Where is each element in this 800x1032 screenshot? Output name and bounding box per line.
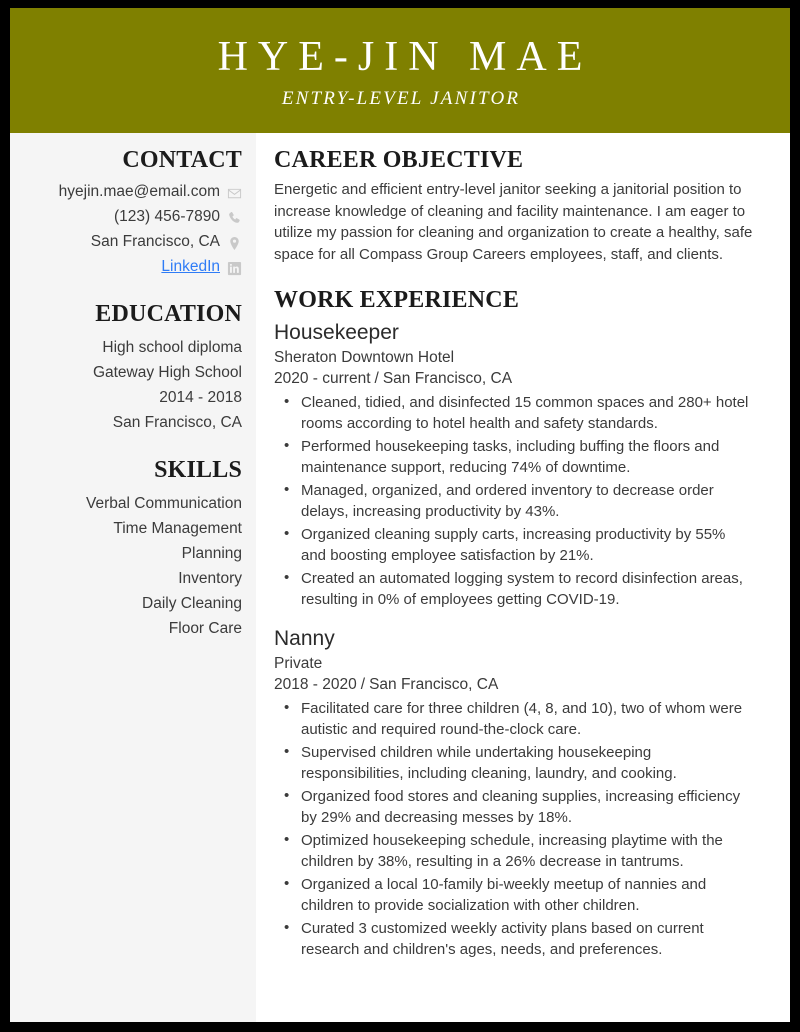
job-bullet: • Curated 3 customized weekly activity plans based on current research and children's ages, needs, and preferences. <box>274 918 754 960</box>
job-bullet: • Supervised children while undertaking housekeeping responsibilities, including cleaning, laundry, and cooking. <box>274 742 754 784</box>
career-objective-section <box>274 147 754 265</box>
job-title: Nanny <box>274 626 335 650</box>
job-meta-separator: / <box>374 369 379 387</box>
envelope-icon <box>227 185 242 200</box>
contact-heading: CONTACT <box>122 147 242 173</box>
main-column <box>256 133 790 1022</box>
skill-item: Daily Cleaning <box>142 595 242 613</box>
job-title: Housekeeper <box>274 320 399 344</box>
location-pin-icon <box>227 235 242 250</box>
skill-item: Floor Care <box>168 620 242 638</box>
contact-item-phone <box>22 205 242 229</box>
resume-header-banner <box>10 8 790 133</box>
education-heading: EDUCATION <box>95 301 242 328</box>
job-bullet-list <box>274 392 754 610</box>
job-location: San Francisco, CA <box>369 676 499 694</box>
skill-item: Verbal Communication <box>86 494 242 512</box>
linkedin-icon <box>227 260 242 275</box>
skill-item: Time Management <box>113 519 242 537</box>
skills-heading: SKILLS <box>154 457 242 484</box>
education-line: Gateway High School <box>92 363 242 381</box>
job-meta <box>274 675 754 696</box>
contact-location-text: San Francisco, CA <box>90 233 220 251</box>
work-experience-section <box>274 287 754 960</box>
job-dates: 2020 - current <box>274 369 371 387</box>
linkedin-link[interactable]: LinkedIn <box>161 258 220 276</box>
job-bullet: • Managed, organized, and ordered inventory to decrease order delays, increasing productivity by 43%. <box>274 480 754 522</box>
contact-item-linkedin[interactable] <box>22 255 242 279</box>
job-bullet-list <box>274 698 754 960</box>
job-bullet: • Organized a local 10-family bi-weekly meetup of nannies and children to provide socialization with other children. <box>274 874 754 916</box>
resume-body <box>10 133 790 1022</box>
education-line: High school diploma <box>102 338 242 356</box>
job-dates: 2018 - 2020 <box>274 676 357 694</box>
candidate-job-tagline: ENTRY-LEVEL JANITOR <box>281 88 521 110</box>
skill-item: Planning <box>181 544 242 562</box>
contact-item-location <box>22 230 242 254</box>
job-entry <box>274 320 754 610</box>
sidebar-column <box>10 133 256 1022</box>
skill-item: Inventory <box>178 570 242 587</box>
job-bullet: • Cleaned, tidied, and disinfected 15 common spaces and 280+ hotel rooms according to hotel health and safety standards. <box>274 392 754 434</box>
education-line: 2014 - 2018 <box>159 389 242 407</box>
contact-item-email <box>22 180 242 204</box>
resume-page <box>10 8 790 1022</box>
education-line: San Francisco, CA <box>112 414 242 432</box>
job-meta-separator: / <box>360 676 366 694</box>
candidate-name: HYE-JIN MAE <box>217 33 593 80</box>
job-bullet: • Organized cleaning supply carts, increasing productivity by 55% and boosting employee satisfaction by 21%. <box>274 524 754 566</box>
work-experience-heading: WORK EXPERIENCE <box>274 287 520 314</box>
contact-section <box>22 147 242 279</box>
job-bullet: • Organized food stores and cleaning supplies, increasing efficiency by 29% and decreasing messes by 18%. <box>274 786 754 828</box>
job-bullet: • Created an automated logging system to record disinfection areas, resulting in 0% of employees getting COVID-19. <box>274 568 754 610</box>
career-objective-text: Energetic and efficient entry-level janitor seeking a janitorial position to increase knowledge of cleaning and facility maintenance. I am eager to utilize my passion for cleaning and organization to create a healthy, safe space for all Compass Group Careers employees, staff, and clients. <box>274 181 753 263</box>
job-company: Private <box>274 655 323 673</box>
job-location: San Francisco, CA <box>382 369 513 387</box>
skills-section <box>22 457 242 641</box>
job-entry <box>274 626 754 960</box>
job-bullet: • Performed housekeeping tasks, including buffing the floors and maintenance support, reducing 74% of downtime. <box>274 436 754 478</box>
education-section <box>22 301 242 435</box>
career-objective-heading: CAREER OBJECTIVE <box>274 147 524 173</box>
job-company: Sheraton Downtown Hotel <box>274 348 455 366</box>
job-meta <box>274 369 754 390</box>
contact-phone-text: (123) 456-7890 <box>114 208 220 226</box>
phone-icon <box>227 210 242 225</box>
job-bullet: • Facilitated care for three children (4, 8, and 10), two of whom were autistic and required round-the-clock care. <box>274 698 754 740</box>
job-bullet: • Optimized housekeeping schedule, increasing playtime with the children by 38%, resulting in a 26% decrease in tantrums. <box>274 830 754 872</box>
contact-email-text: hyejin.mae@email.com <box>58 183 220 201</box>
